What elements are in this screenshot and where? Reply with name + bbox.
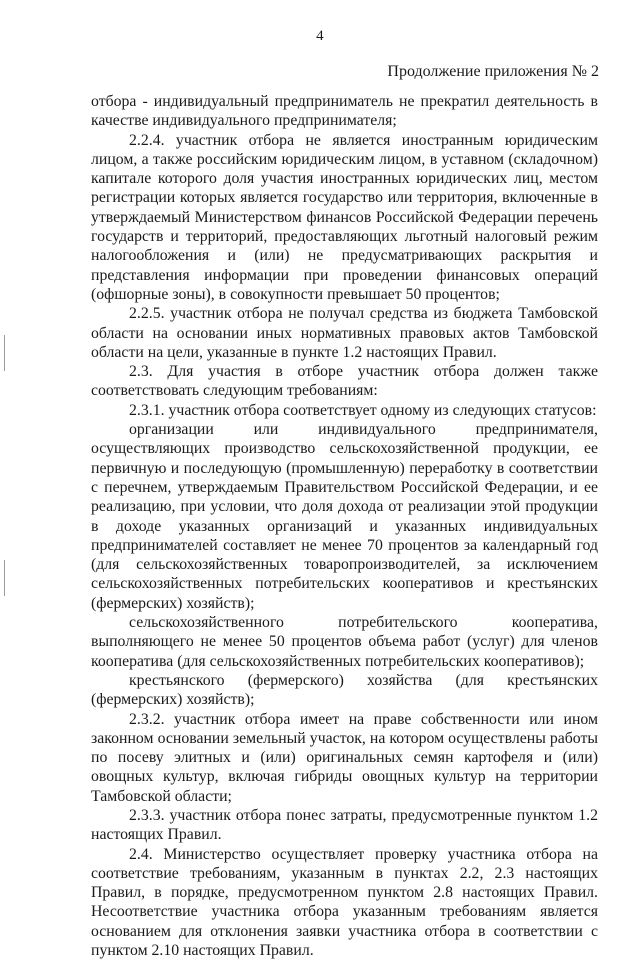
paragraph-2-3-3: 2.3.3. участник отбора понес затраты, предусмотренные пунктом 1.2 настоящих Правил. [91,806,598,844]
paragraph-status-cooperative: сельскохозяйственного потребительского кооператива, выполняющего не менее 50 процентов объема работ (услуг) для членов кооператива (для сельскохозяйственных потребительских кооперативов); [91,614,598,670]
paragraph-2-2-5: 2.2.5. участник отбора не получал средства из бюджета Тамбовской области на основании иных нормативных правовых актов Тамбовской области на цели, указанные в пункте 1.2 настоящих Правил. [91,305,598,361]
paragraph-2-2-4: 2.2.4. участник отбора не является иностранным юридическим лицом, а также российским юридическим лицом, в уставном (складочном) капитале которого доля участия иностранных юридических лиц, местом регистрации которых является государство или территория, включенные в утверждаемый Министерством финансов Российской Федерации перечень государств и территорий, предоставляющих льготный налоговый режим налогообложения и (или) не предусматривающих раскрытия и представления информации при проведении финансовых операций (офшорные зоны), в совокупности превышает 50 процентов; [91,131,598,303]
document-body [91,92,598,960]
paragraph-status-farm: крестьянского (фермерского) хозяйства (для крестьянских (фермерских) хозяйств); [91,671,598,709]
paragraph-status-organization: организации или индивидуального предпринимателя, осуществляющих производство сельскохозяйственной продукции, ее первичную и последующую (промышленную) переработку в соответствии с перечнем, утверждаемым Правительством Российской Федерации, и ее реализацию, при условии, что доля дохода от реализации этой продукции в доходе указанных организаций и указанных индивидуальных предпринимателей составляет не менее 70 процентов за календарный год (для сельскохозяйственных товаропроизводителей, за исключением сельскохозяйственных потребительских кооперативов и крестьянских (фермерских) хозяйств); [91,421,598,612]
paragraph-2-3: 2.3. Для участия в отборе участник отбора должен также соответствовать следующим требованиям: [91,363,598,400]
left-margin-scan-mark [4,560,5,596]
paragraph-continuation: отбора - индивидуальный предприниматель не прекратил деятельность в качестве индивидуального предпринимателя; [91,93,598,130]
page-number: 4 [316,28,324,44]
appendix-continuation-header: Продолжение приложения № 2 [387,63,599,80]
paragraph-2-4: 2.4. Министерство осуществляет проверку участника отбора на соответствие требованиям, указанным в пунктах 2.2, 2.3 настоящих Правил, в порядке, предусмотренном пунктом 2.8 настоящих Правил. Несоответствие участника отбора указанным требованиям является основанием для отклонения заявки участника отбора в соответствии с пунктом 2.10 настоящих Правил. [91,845,598,960]
paragraph-2-3-2: 2.3.2. участник отбора имеет на праве собственности или ином законном основании земельный участок, на котором осуществлены работы по посеву элитных и (или) оригинальных семян картофеля и (или) овощных культур, включая гибриды овощных культур на территории Тамбовской области; [91,710,598,805]
paragraph-2-3-1: 2.3.1. участник отбора соответствует одному из следующих статусов: [129,401,597,419]
left-margin-scan-mark [4,335,5,371]
